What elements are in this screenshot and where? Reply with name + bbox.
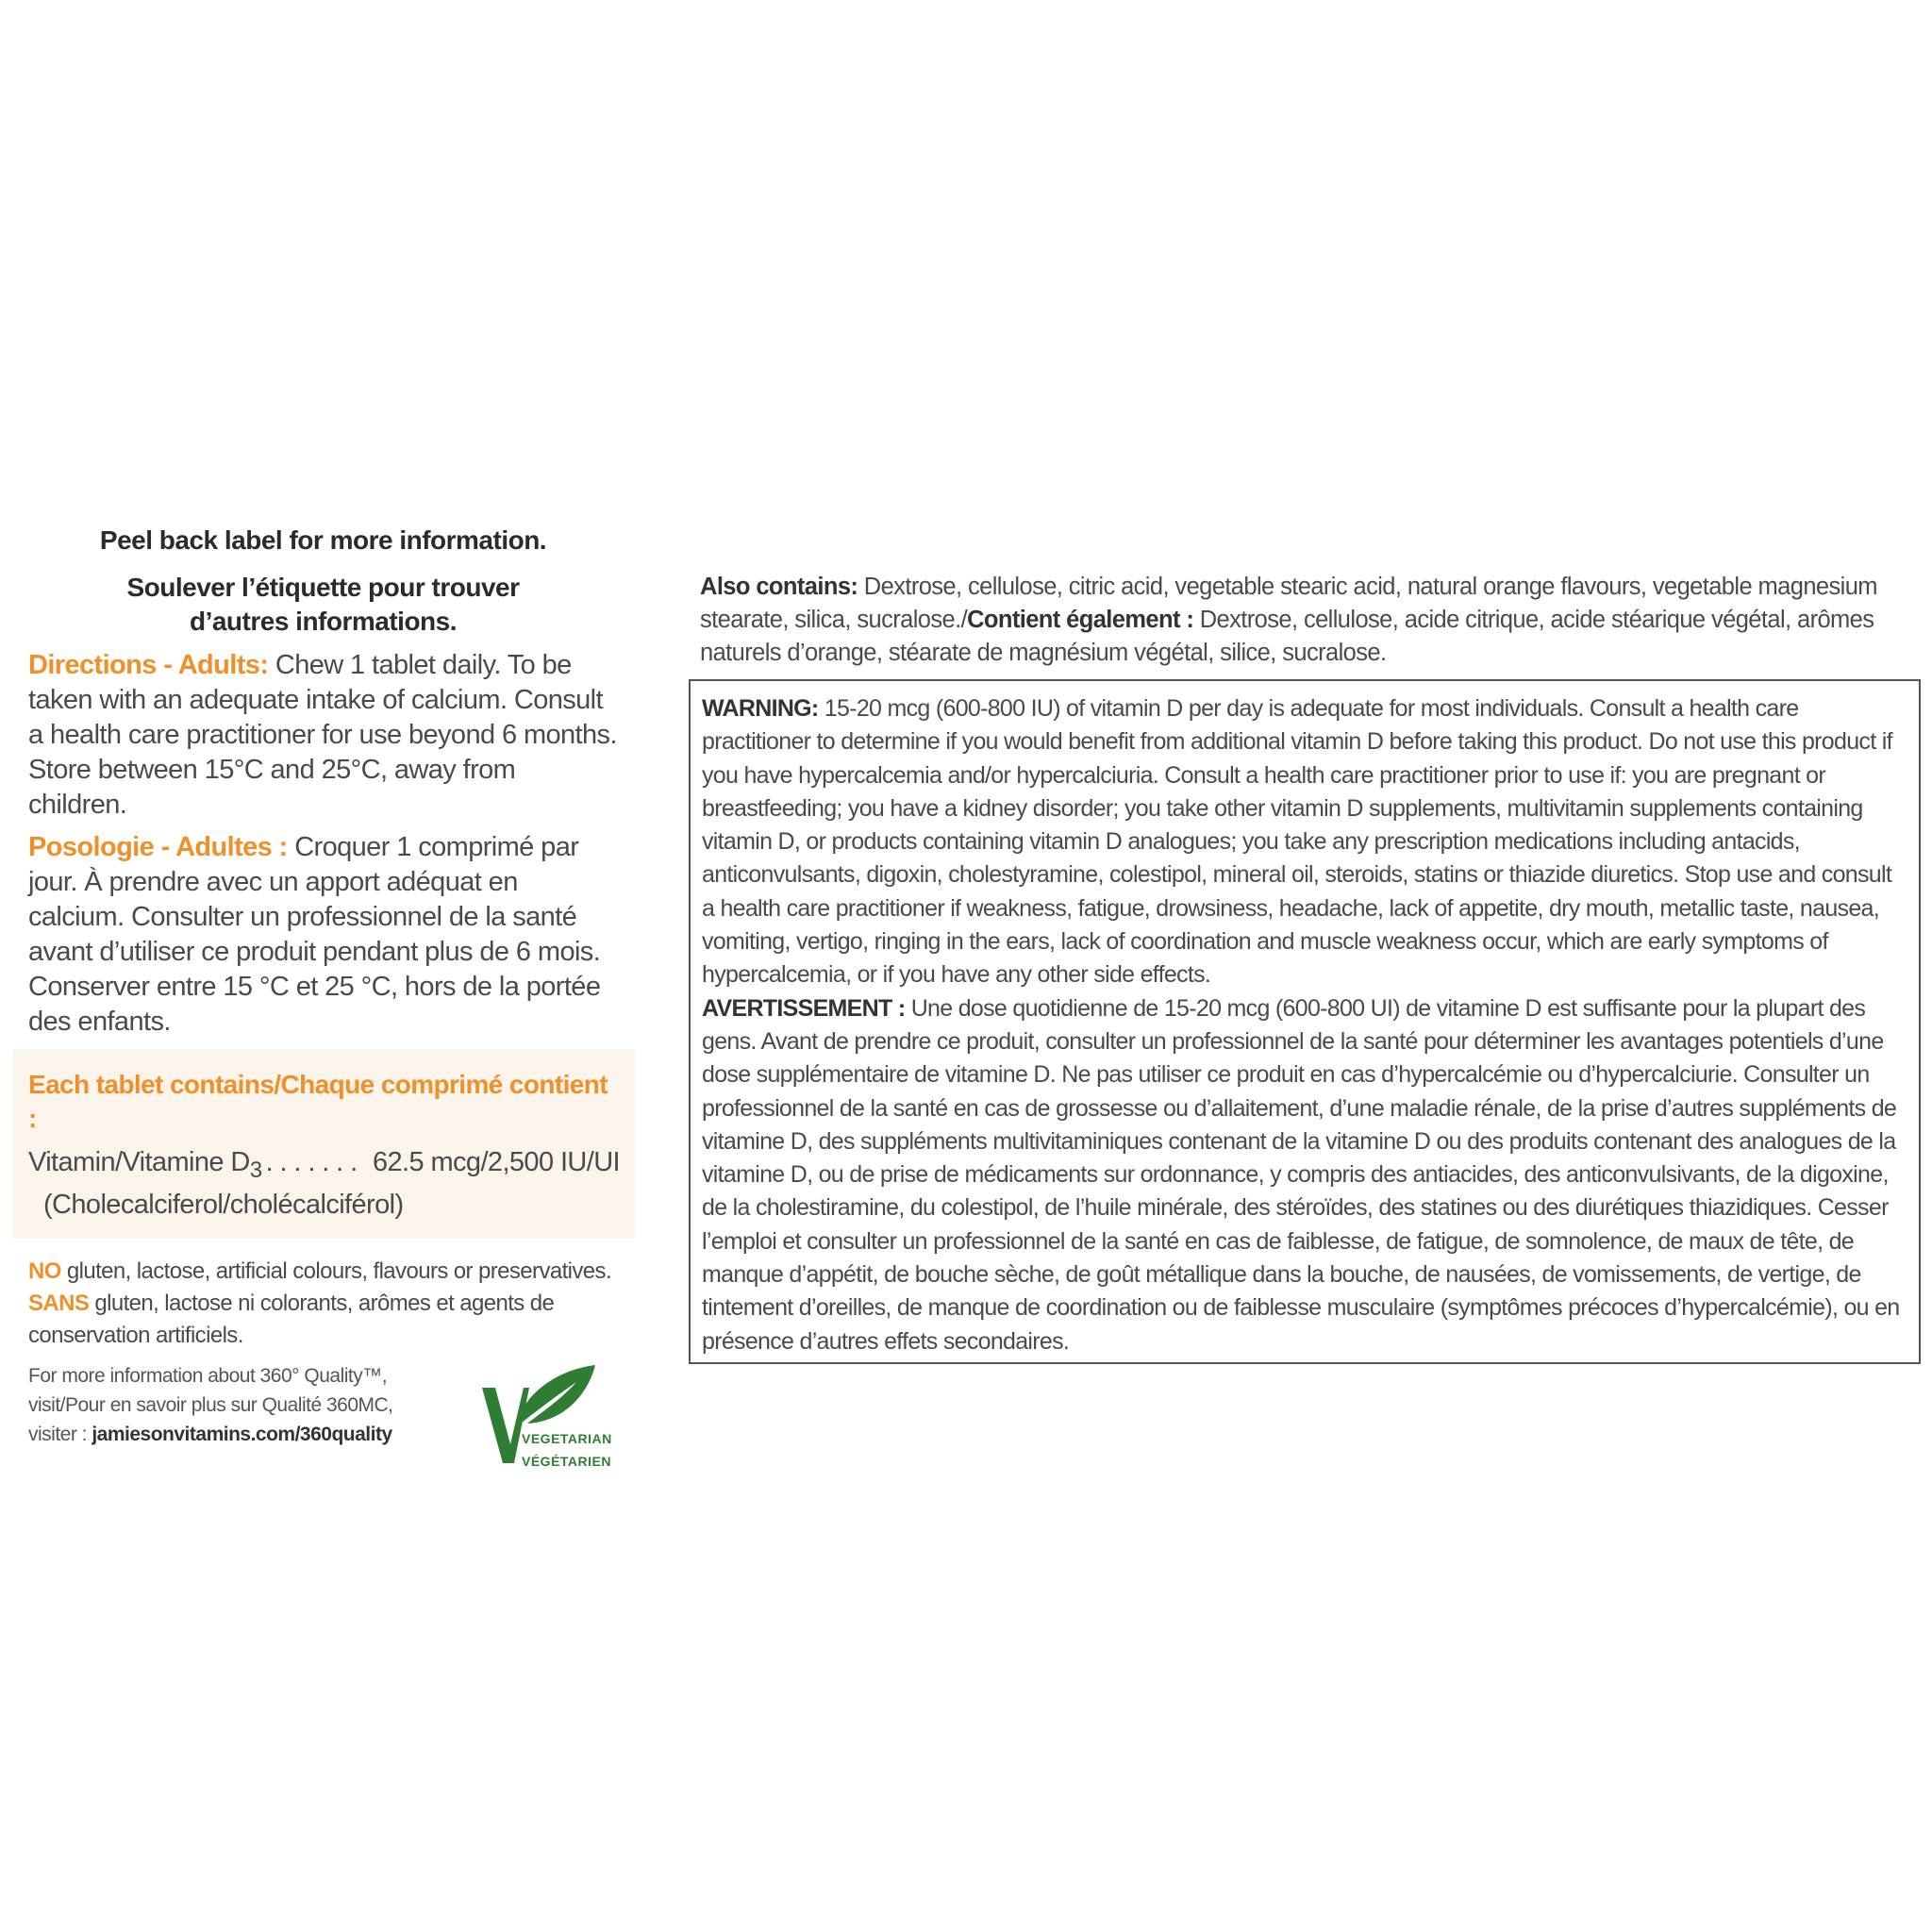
peel-back-notice-fr-line2: d’autres informations. — [189, 607, 458, 636]
vegetarian-fr: VÉGÉTARIEN — [522, 1453, 611, 1469]
posologie-label: Posologie - Adultes : — [28, 832, 288, 862]
ingredients-box — [13, 1049, 635, 1239]
no-text: gluten, lactose, artificial colours, flavours or preservatives. — [60, 1257, 612, 1284]
more-info-row — [28, 1361, 618, 1474]
peel-back-notice-en: Peel back label for more information. — [99, 525, 547, 555]
warning-text-en: 15-20 mcg (600-800 IU) of vitamin D per day is adequate for most individuals. Consult a health care practitioner to determine if you would benefit from additional vitamin D before taking this product. Do not use this product if you have hypercalcemia and/or hypercalciuria. Consult a health care practitioner prior to use if: you are pregnant or breastfeeding; you have a kidney disorder; you take other vitamin D supplements, multivitamin supplements containing vitamin D, or products containing vitamin D analogues; you take any prescription medications including antacids, anticonvulsants, digoxin, cholestyramine, colestipol, mineral oil, steroids, statins or thiazide diuretics. Stop use and consult a health care practitioner if weakness, fatigue, drowsiness, headache, lack of appetite, dry mouth, metallic taste, nausea, vomiting, vertigo, ringing in the ears, lack of coordination and muscle weakness occur, which are early symptoms of hypercalcemia, or if you have any other side effects. — [702, 695, 1892, 989]
directions-text: Chew 1 tablet daily. To be taken with an adequate intake of calcium. Consult a health care practitioner for use beyond 6 months. Store between 15°C and 25°C, away from children. — [28, 650, 617, 820]
free-from-en — [28, 1256, 618, 1288]
sans-text: gluten, lactose ni colorants, arômes et agents de conservation artificiels. — [28, 1290, 555, 1348]
warning-label-en: WARNING: — [702, 695, 819, 722]
more-info — [28, 1361, 393, 1449]
vegetarian-badge — [478, 1361, 629, 1474]
warning-box — [689, 679, 1921, 1364]
more-info-line2: visit/Pour en savoir plus sur Qualité 360MC, — [28, 1393, 393, 1416]
ingredient-dots: . . . . . . . — [265, 1147, 358, 1177]
also-contains-label-fr: Contient également : — [967, 607, 1194, 633]
warning-en — [702, 692, 1909, 992]
quality-url: jamiesonvitamins.com/360quality — [92, 1423, 392, 1445]
also-contains-text-en: Dextrose, cellulose, citric acid, vegetable stearic acid, natural orange flavours, vegetable magnesium stearate, silica, sucralose./ — [700, 574, 1877, 633]
more-info-line3 — [28, 1420, 393, 1449]
warning-fr — [702, 992, 1909, 1358]
ingredient-name — [28, 1145, 358, 1188]
also-contains-text-fr: Dextrose, cellulose, acide citrique, acide stéarique végétal, arômes naturels d’orange, stéarate de magnésium végétal, silice, sucralose. — [700, 607, 1874, 666]
peel-back-notice-fr-line1: Soulever l’étiquette pour trouver — [126, 573, 520, 602]
posologie-text: Croquer 1 comprimé par jour. À prendre avec un apport adéquat en calcium. Consulter un professionnel de la santé avant d’utiliser ce produit pendant plus de 6 mois. Conserver entre 15 °C et 25 °C, hors de la portée des enfants. — [28, 832, 601, 1037]
warning-label-fr: AVERTISSEMENT : — [702, 994, 906, 1022]
ingredient-subscript: 3 — [249, 1157, 262, 1183]
free-from-fr — [28, 1288, 618, 1352]
vegetarian-label — [522, 1427, 612, 1473]
warning-text-fr: Une dose quotidienne de 15-20 mcg (600-800 UI) de vitamine D est suffisante pour la plupart des gens. Avant de prendre ce produit, consulter un professionnel de la santé pour déterminer les avantages potentiels d’une dose supplémentaire de vitamine D. Ne pas utiliser ce produit en cas d’hypercalcémie ou d’hypercalciurie. Consulter un professionnel de la santé en cas de grossesse ou d’allaitement, d’une maladie rénale, de la prise d’autres suppléments de vitamine D, des suppléments multivitaminiques contenant de la vitamine D ou des produits contenant des analogues de la vitamine D, ou de prise de médicaments sur ordonnance, y compris des antiacides, des anticonvulsivants, de la digoxine, de la cholestiramine, du colestipol, de l’huile minérale, des stéroïdes, des statines ou des diurétiques thiazidiques. Cesser l’emploi et consulter un professionnel de la santé en cas de faiblesse, de fatigue, de somnolence, de maux de tête, de manque d’appétit, de bouche sèche, de goût métallique dans la bouche, de nausées, de vomissements, de vertige, de tintement d’oreilles, de manque de coordination ou de faiblesse musculaire (symptômes précoces d’hypercalcémie), ou en présence d’autres effets secondaires. — [702, 994, 1900, 1355]
left-column — [28, 524, 618, 1474]
ingredient-row — [28, 1145, 620, 1188]
sans-label: SANS — [28, 1290, 90, 1316]
more-info-line1: For more information about 360° Quality™, — [28, 1364, 388, 1387]
also-contains — [700, 571, 1909, 670]
directions-label: Directions - Adults: — [28, 650, 269, 680]
vegetarian-en: VEGETARIAN — [522, 1430, 612, 1446]
ingredients-title: Each tablet contains/Chaque comprimé contient : — [28, 1070, 608, 1133]
directions-en — [28, 648, 618, 823]
no-label: NO — [28, 1257, 61, 1284]
ingredient-amount: 62.5 mcg/2,500 IU/UI — [372, 1147, 620, 1177]
ingredient-name-text: Vitamin/Vitamine D — [28, 1147, 250, 1177]
directions-fr — [28, 830, 618, 1040]
also-contains-label-en: Also contains: — [700, 574, 858, 600]
ingredient-source: (Cholecalciferol/cholécalciférol) — [43, 1189, 404, 1220]
more-info-prefix: visiter : — [28, 1423, 92, 1445]
right-column — [700, 571, 1909, 677]
